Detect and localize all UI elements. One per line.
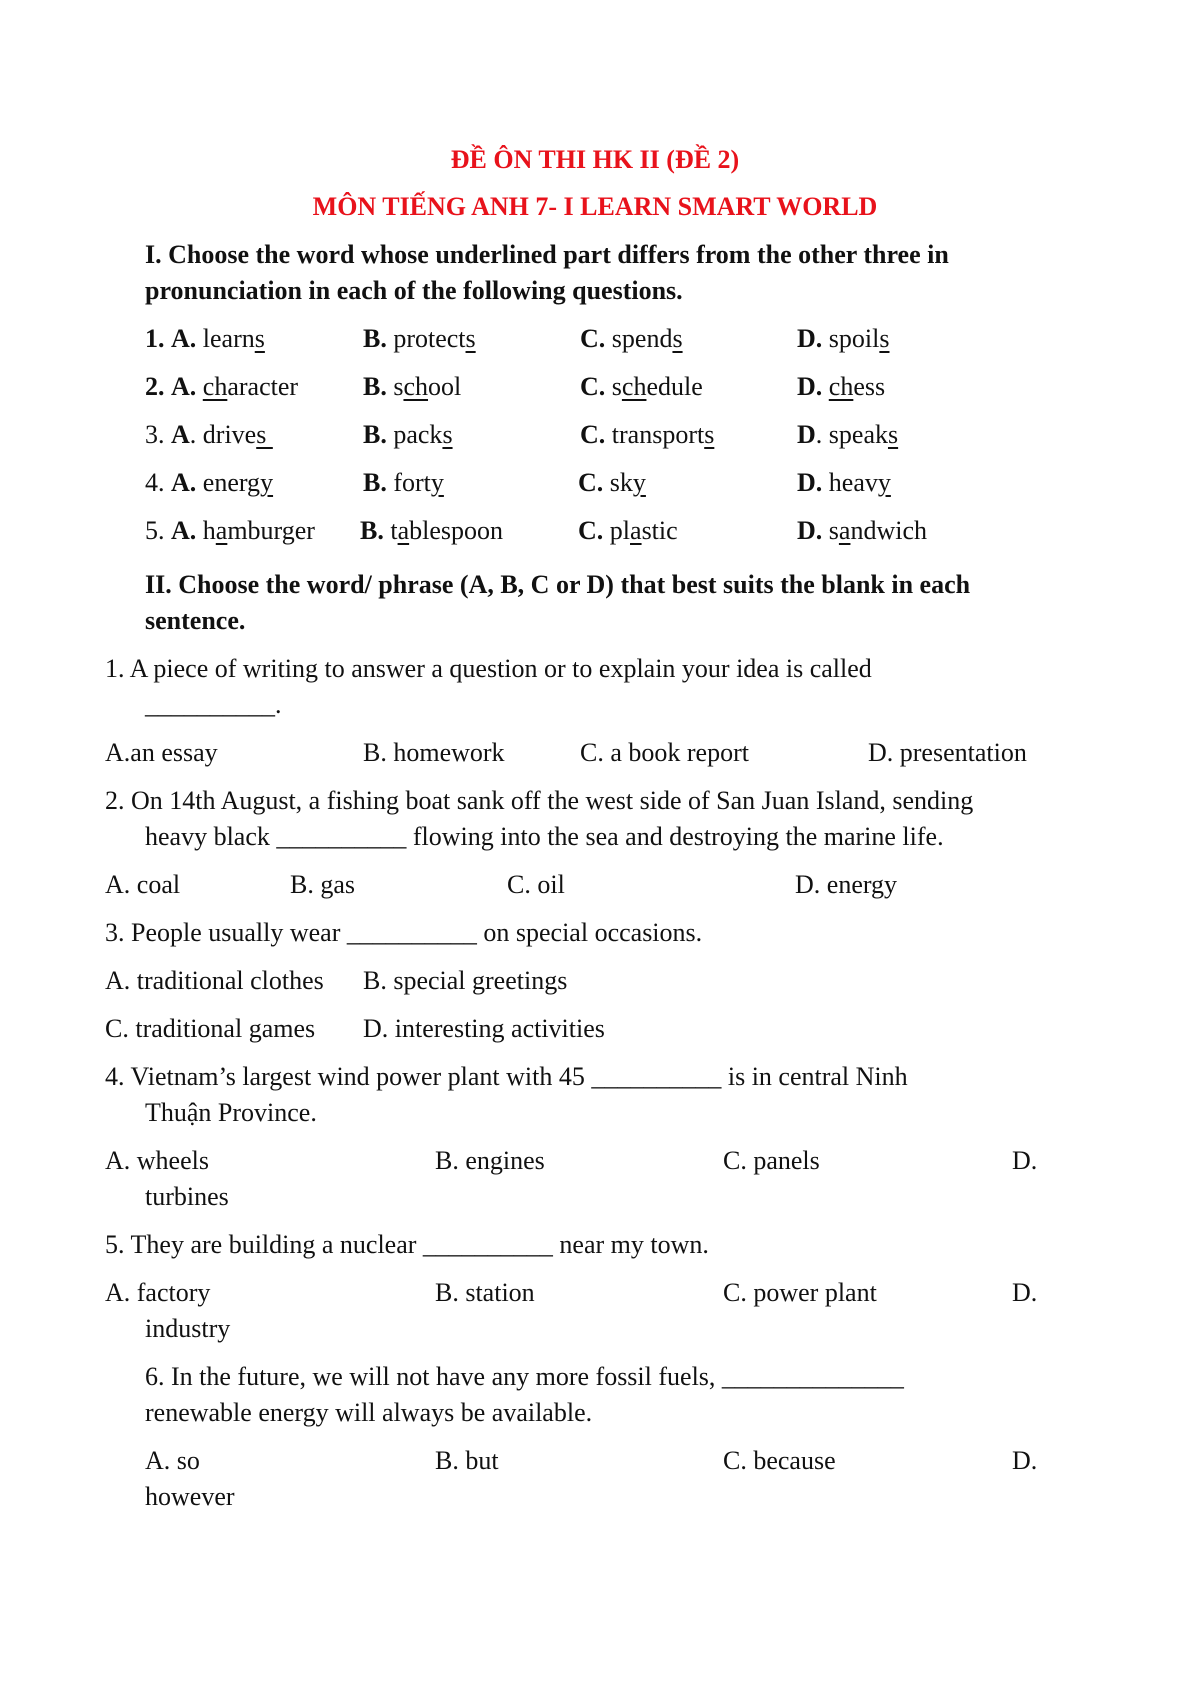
option-letter: A [171,420,190,449]
question-3-text: 3. People usually wear __________ on special occasions. [105,918,703,947]
underlined-part: y [260,468,274,497]
q3-option-b [363,420,453,450]
page-subtitle: MÔN TIẾNG ANH 7- I LEARN SMART WORLD [312,192,878,221]
question-3-option-c: C. traditional games [105,1014,316,1043]
question-4-option-b: B. engines [435,1146,545,1175]
word-part: stic [641,516,678,545]
underlined-part: s [879,324,890,353]
question-4-text-cont: Thuận Province. [145,1098,317,1127]
option-letter: C. [580,372,606,401]
option-letter: C. [580,420,606,449]
question-number: 4. [145,468,165,497]
word-part: spoil [828,324,880,353]
question-number: 5. [145,516,165,545]
section-1-heading-cont: pronunciation in each of the following questions. [145,276,683,305]
word-part: ndwich [850,516,927,545]
q5-option-b [360,516,503,546]
q1-option-a [145,324,265,354]
page-title: ĐỀ ÔN THI HK II (ĐỀ 2) [450,145,740,174]
option-letter: D. [797,468,823,497]
q5-option-a [145,516,315,546]
word-part: ess [853,372,886,401]
underlined-part: y [430,468,444,497]
q1-option-b [363,324,476,354]
q2-option-b [363,372,461,402]
word-part: edule [646,372,703,401]
q2-option-d [797,372,885,402]
question-4-option-c: C. panels [723,1146,820,1175]
question-3-option-d: D. interesting activities [363,1014,605,1043]
question-1-option-a: A.an essay [105,738,218,767]
question-4-option-d-letter: D. [1012,1146,1038,1175]
word-part: mburger [227,516,315,545]
word-part: s [828,516,839,545]
question-2-option-c: C. oil [507,870,565,899]
word-part: . drive [189,420,257,449]
option-letter: A. [171,324,197,353]
option-letter: B. [363,468,387,497]
q5-option-d [797,516,927,546]
section-2-heading: II. Choose the word/ phrase (A, B, C or D) that best suits the blank in each [145,570,971,599]
option-letter: B. [363,372,387,401]
q4-option-c [578,468,646,498]
question-5-option-d-letter: D. [1012,1278,1038,1307]
question-4-text: 4. Vietnam’s largest wind power plant with 45 __________ is in central Ninh [105,1062,908,1091]
question-6-option-b: B. but [435,1446,499,1475]
option-letter: B. [363,324,387,353]
option-letter: D. [797,324,823,353]
underlined-part: y [632,468,646,497]
question-3-option-b: B. special greetings [363,966,568,995]
question-2-option-a: A. coal [105,870,181,899]
option-letter: D. [797,516,823,545]
option-letter: C. [580,324,606,353]
question-6-option-c: C. because [723,1446,836,1475]
question-4-option-a: A. wheels [105,1146,209,1175]
question-1-option-c: C. a book report [580,738,749,767]
word-part: transport [611,420,705,449]
underlined-part: s [254,324,265,353]
underlined-part: s [465,324,476,353]
question-6-option-d-text: however [145,1482,235,1511]
question-5-option-a: A. factory [105,1278,211,1307]
question-5-option-d-text: industry [145,1314,231,1343]
question-1-text: 1. A piece of writing to answer a question or to explain your idea is called [105,654,872,683]
option-letter: C. [578,516,604,545]
word-part: fort [393,468,431,497]
underlined-part: s [442,420,453,449]
q2-option-c [580,372,703,402]
underlined-part: y [877,468,891,497]
option-letter: D. [797,372,823,401]
word-part: h [202,516,216,545]
underlined-part: a [630,516,642,545]
word-part: t [390,516,398,545]
question-number: 3. [145,420,165,449]
section-2-heading-cont: sentence. [145,606,246,635]
question-6-text-cont: renewable energy will always be available. [145,1398,593,1427]
option-letter: D [797,420,816,449]
q3-option-a [145,420,273,450]
word-part: s [393,372,404,401]
option-letter: A. [171,468,197,497]
underlined-part: s [704,420,715,449]
question-1-option-b: B. homework [363,738,505,767]
underlined-part: ch [621,372,647,401]
word-part: heav [828,468,878,497]
word-part: aracter [227,372,299,401]
underlined-part: s [887,420,899,449]
option-letter: B. [360,516,384,545]
word-part: ool [428,372,462,401]
question-number: 2. [145,372,165,401]
word-part: learn [202,324,255,353]
underlined-part: ch [403,372,429,401]
word-part: s [611,372,622,401]
option-letter: A. [171,372,197,401]
question-3-option-a: A. traditional clothes [105,966,324,995]
question-5-option-c: C. power plant [723,1278,877,1307]
underlined-part: s [672,324,683,353]
q1-option-c [580,324,683,354]
q4-option-d [797,468,891,498]
q4-option-b [363,468,444,498]
question-6-text: 6. In the future, we will not have any more fossil fuels, ______________ [145,1362,904,1391]
option-letter: B. [363,420,387,449]
q1-option-d [797,324,889,354]
underlined-part: a [397,516,410,545]
question-5-text: 5. They are building a nuclear __________ near my town. [105,1230,709,1259]
word-part: . speak [815,420,888,449]
question-2-option-b: B. gas [290,870,355,899]
question-6-option-d-letter: D. [1012,1446,1038,1475]
question-6-option-a: A. so [145,1446,200,1475]
underlined-part: ch [202,372,228,401]
word-part: blespoon [409,516,504,545]
question-5-option-b: B. station [435,1278,535,1307]
option-letter: A. [171,516,197,545]
q3-option-c [580,420,714,450]
underlined-part: a [838,516,851,545]
question-1-text-cont: __________. [145,690,282,719]
underlined-part: ch [828,372,854,401]
section-1-heading: I. Choose the word whose underlined part differs from the other three in [145,240,949,269]
underlined-part: s [256,420,273,449]
question-2-text: 2. On 14th August, a fishing boat sank off the west side of San Juan Island, sending [105,786,974,815]
question-number: 1. [145,324,165,353]
q5-option-c [578,516,678,546]
question-1-option-d: D. presentation [868,738,1027,767]
q3-option-d [797,420,898,450]
question-2-text-cont: heavy black __________ flowing into the sea and destroying the marine life. [145,822,944,851]
word-part: spend [611,324,673,353]
q4-option-a [145,468,273,498]
word-part: pack [393,420,443,449]
underlined-part: a [215,516,228,545]
word-part: protect [393,324,466,353]
option-letter: C. [578,468,604,497]
question-4-option-d-text: turbines [145,1182,229,1211]
q2-option-a [145,372,298,402]
word-part: pl [609,516,631,545]
word-part: energ [202,468,261,497]
word-part: sk [609,468,633,497]
question-2-option-d: D. energy [795,870,898,899]
